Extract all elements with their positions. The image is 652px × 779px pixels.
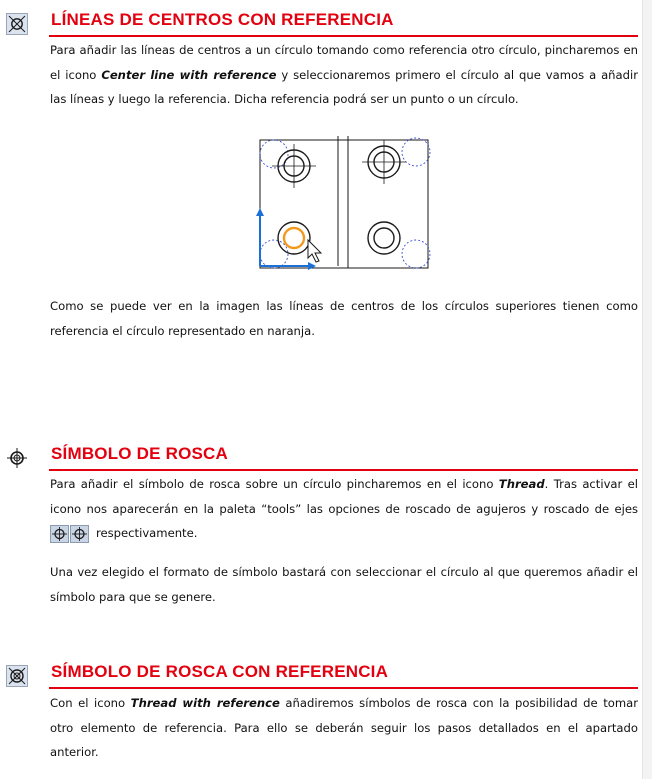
paragraph bbox=[50, 691, 638, 765]
center-lines-figure bbox=[250, 128, 440, 274]
section-rule bbox=[49, 469, 638, 471]
section-title: SÍMBOLO DE ROSCA CON REFERENCIA bbox=[51, 662, 389, 681]
text: Para añadir el símbolo de rosca sobre un círculo pincharemos en el icono bbox=[50, 477, 499, 491]
paragraph bbox=[50, 472, 638, 546]
text: y seleccionaremos primero el círculo al que vamos a añadir las líneas y luego la referencia. Dicha referencia podrá ser un punto o un círculo. bbox=[50, 67, 638, 106]
text: Para añadir las líneas de centros a un círculo tomando como referencia otro círculo, pincharemos en el icono bbox=[50, 43, 638, 82]
text: añadiremos símbolos de rosca con la posibilidad de tomar otro elemento de referencia. Para ello se deberán seguir los pasos detallados en el apartado anterior. bbox=[50, 696, 638, 759]
section-thread bbox=[0, 444, 640, 470]
section-header bbox=[0, 10, 640, 36]
text: Con el icono bbox=[50, 696, 131, 710]
center-line-reference-icon bbox=[6, 13, 28, 35]
thread-reference-icon bbox=[6, 665, 28, 687]
section-title: SÍMBOLO DE ROSCA bbox=[51, 444, 228, 463]
section-thread-reference bbox=[0, 662, 640, 688]
section-center-lines-reference bbox=[0, 10, 640, 36]
emphasis-text: Center line with reference bbox=[101, 67, 277, 82]
section-rule bbox=[49, 687, 638, 689]
paragraph bbox=[50, 38, 638, 112]
section-header bbox=[0, 662, 640, 688]
text: respectivamente. bbox=[96, 526, 198, 540]
thread-options-icons bbox=[50, 525, 90, 543]
emphasis-text: Thread with reference bbox=[130, 696, 280, 710]
page-edge bbox=[642, 0, 652, 779]
paragraph: Una vez elegido el formato de símbolo bastará con seleccionar el círculo al que queremos añadir el símbolo para que se genere. bbox=[50, 565, 638, 604]
text: . Tras activar el icono nos aparecerán en la paleta “tools” las opciones de roscado de agujeros y roscado de ejes bbox=[50, 477, 638, 516]
emphasis-text: Thread bbox=[498, 477, 545, 491]
section-title: LÍNEAS DE CENTROS CON REFERENCIA bbox=[51, 10, 394, 29]
section-rule bbox=[49, 35, 638, 37]
thread-icon bbox=[6, 447, 28, 469]
paragraph: Como se puede ver en la imagen las líneas de centros de los círculos superiores tienen como referencia el círculo representado en naranja. bbox=[50, 299, 638, 338]
section-header bbox=[0, 444, 640, 470]
